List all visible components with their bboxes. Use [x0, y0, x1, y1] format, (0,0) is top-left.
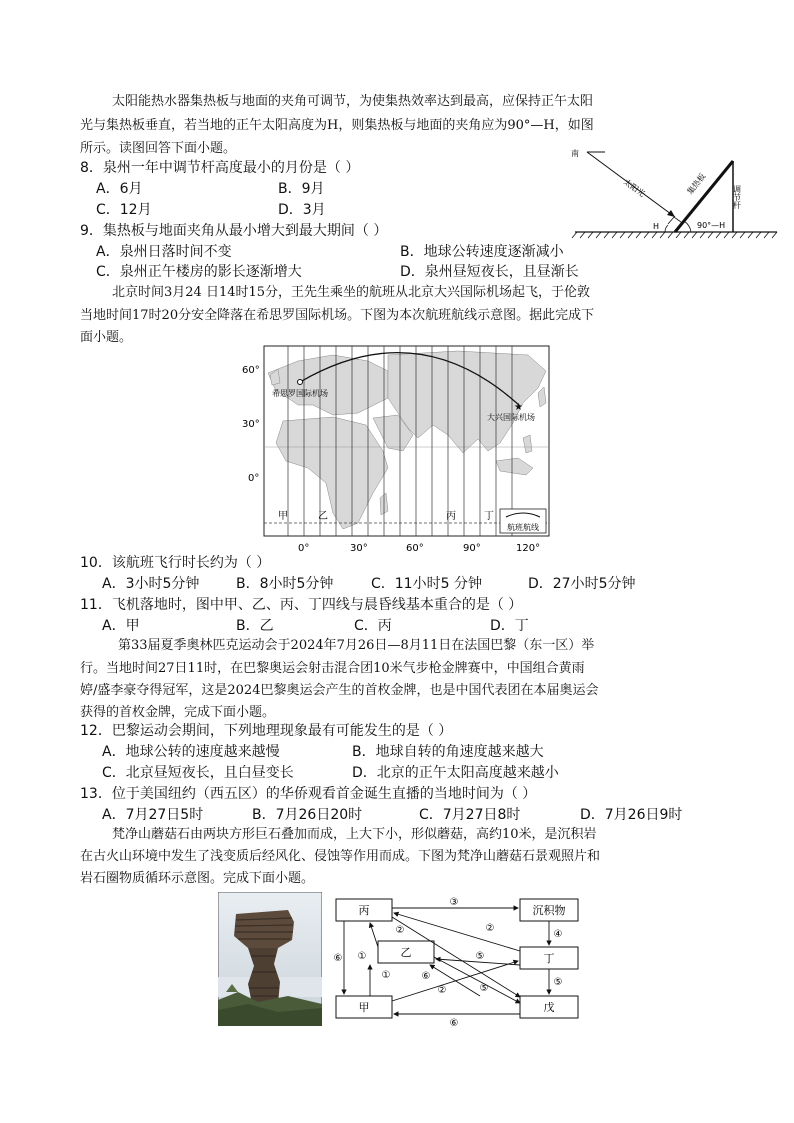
- line-bing-label: 丙: [446, 511, 456, 522]
- q9-option-c[interactable]: C．泉州正午楼房的影长逐渐增大: [96, 264, 302, 280]
- cycle-num-6b: ⑥: [333, 953, 343, 964]
- ding-text: 丁: [543, 952, 555, 965]
- bing-text: 丙: [358, 904, 370, 917]
- cycle-num-4: ④: [553, 929, 563, 940]
- daxing-star-icon: ★: [514, 402, 523, 413]
- q8-stem: 8．泉州一年中调节杆高度最小的月份是（ ）: [80, 160, 360, 176]
- intro1-line1: 太阳能热水器集热板与地面的夹角可调节，为使集热效率达到最高，应保持正午太阳: [112, 94, 594, 109]
- heathrow-label: 希思罗国际机场: [272, 389, 328, 398]
- q12-option-b[interactable]: B．地球自转的角速度越来越大: [352, 744, 544, 760]
- q11-option-b[interactable]: B．乙: [236, 618, 274, 634]
- cycle-num-5c: ⑤: [475, 951, 485, 962]
- solar-heater-diagram: [565, 143, 780, 243]
- q13-option-b[interactable]: B．7月26日20时: [252, 807, 363, 823]
- h-label: H: [653, 222, 660, 231]
- q10-option-d[interactable]: D．27小时5分钟: [528, 576, 636, 592]
- q13-option-a[interactable]: A．7月27日5时: [102, 807, 204, 823]
- lon-30-label: 30°: [350, 543, 368, 554]
- cycle-num-2b: ②: [485, 923, 495, 934]
- panel-label: 集热板: [685, 171, 708, 197]
- sediment-text: 沉积物: [532, 904, 566, 917]
- lon-60-label: 60°: [406, 543, 424, 554]
- q13-stem: 13．位于美国纽约（西五区）的华侨观看首金诞生直播的当地时间为（ ）: [80, 786, 537, 802]
- intro1-line3: 所示。读图回答下面小题。: [80, 141, 237, 156]
- line-ding-label: 丁: [484, 511, 494, 522]
- intro4-line1: 梵净山蘑菇石由两块方形巨石叠加而成，上大下小，形似蘑菇，高约10米，是沉积岩: [112, 827, 597, 842]
- cycle-num-6c: ⑥: [421, 971, 431, 982]
- q10-option-b[interactable]: B．8小时5分钟: [236, 576, 334, 592]
- intro1-line2: 光与集热板垂直，若当地的正午太阳高度为H，则集热板与地面的夹角应为90°—H，如图: [80, 118, 594, 133]
- cycle-num-1b: ①: [381, 970, 391, 981]
- lat-60-label: 60°: [242, 365, 260, 376]
- lat-30-label: 30°: [242, 419, 260, 430]
- cycle-num-5a: ⑤: [553, 977, 563, 988]
- cycle-num-6a: ⑥: [449, 1018, 459, 1028]
- intro4-line2: 在古火山环境中发生了浅变质后经风化、侵蚀等作用而成。下图为梵净山蘑菇石景观照片和: [80, 849, 601, 864]
- lon-120-label: 120°: [516, 543, 541, 554]
- line-jia-label: 甲: [278, 511, 288, 522]
- intro3-line3: 婷/盛李豪夺得冠军，这是2024巴黎奥运会产生的首枚金牌，也是中国代表团在本届奥运会: [80, 683, 599, 698]
- cycle-num-5b: ⑤: [479, 983, 489, 994]
- q10-option-a[interactable]: A．3小时5分钟: [102, 576, 200, 592]
- yi-text: 乙: [400, 946, 412, 959]
- q11-stem: 11．飞机落地时，图中甲、乙、丙、丁四线与晨昏线基本重合的是（ ）: [80, 597, 523, 613]
- q8-option-d[interactable]: D．3月: [278, 202, 326, 218]
- q9-option-a[interactable]: A．泉州日落时间不变: [96, 244, 232, 260]
- jia-text: 甲: [358, 1001, 370, 1014]
- q11-option-d[interactable]: D．丁: [490, 618, 529, 634]
- intro2-line3: 面小题。: [80, 330, 133, 345]
- q12-option-d[interactable]: D．北京的正午太阳高度越来越小: [352, 765, 559, 781]
- q8-option-a[interactable]: A．6月: [96, 181, 143, 197]
- line-yi-label: 乙: [318, 511, 328, 522]
- q9-stem: 9．集热板与地面夹角从最小增大到最大期间（ ）: [80, 223, 388, 239]
- intro4-line3: 岩石圈物质循环示意图。完成下面小题。: [80, 871, 315, 886]
- lon-0-label: 0°: [298, 543, 310, 554]
- q8-option-c[interactable]: C．12月: [96, 202, 152, 218]
- legend-label: 航班航线: [507, 523, 539, 532]
- q11-option-c[interactable]: C．丙: [354, 618, 392, 634]
- q10-option-c[interactable]: C．11小时5 分钟: [371, 576, 482, 592]
- lon-90-label: 90°: [463, 543, 481, 554]
- rock-cycle-diagram: [330, 893, 580, 1028]
- q11-option-a[interactable]: A．甲: [102, 618, 140, 634]
- q8-option-b[interactable]: B．9月: [278, 181, 325, 197]
- q10-stem: 10．该航班飞行时长约为（ ）: [80, 555, 271, 571]
- cycle-num-3: ③: [449, 897, 459, 908]
- angle-label: 90°—H: [697, 221, 726, 230]
- q9-option-b[interactable]: B．地球公转速度逐渐减小: [400, 244, 564, 260]
- q12-option-a[interactable]: A．地球公转的速度越来越慢: [102, 744, 280, 760]
- q12-stem: 12．巴黎运动会期间，下列地理现象最有可能发生的是（ ）: [80, 723, 453, 739]
- cycle-num-2c: ②: [437, 985, 447, 996]
- q13-option-d[interactable]: D．7月26日9时: [580, 807, 683, 823]
- cycle-num-2a: ②: [395, 925, 405, 936]
- lat-0-label: 0°: [248, 473, 260, 484]
- q9-option-d[interactable]: D．泉州昼短夜长，且昼渐长: [400, 264, 579, 280]
- intro3-line4: 获得的首枚金牌，完成下面小题。: [80, 705, 276, 720]
- intro3-line1: 第33届夏季奥林匹克运动会于2024年7月26日—8月11日在法国巴黎（东一区）举: [118, 638, 595, 653]
- q13-option-c[interactable]: C．7月27日8时: [419, 807, 521, 823]
- sunlight-label: 太阳光: [621, 177, 647, 199]
- cycle-num-1a: ①: [357, 951, 367, 962]
- mushroom-rock-photo: [218, 892, 322, 1026]
- intro2-line1: 北京时间3月24 日14时15分，王先生乘坐的航班从北京大兴国际机场起飞，于伦敦: [112, 285, 591, 300]
- rod-label: 调节杆: [732, 185, 742, 209]
- south-label: 南: [571, 149, 579, 158]
- intro3-line2: 行。当地时间27日11时，在巴黎奥运会射击混合团10米气步枪金牌赛中，中国组合黄雨: [80, 661, 585, 676]
- flight-route-map: [238, 343, 558, 558]
- wu-text: 戊: [543, 1001, 555, 1014]
- q12-option-c[interactable]: C．北京昼短夜长，且白昼变长: [102, 765, 294, 781]
- daxing-label: 大兴国际机场: [487, 413, 535, 422]
- intro2-line2: 当地时间17时20分安全降落在希思罗国际机场。下图为本次航班航线示意图。据此完成下: [80, 308, 595, 323]
